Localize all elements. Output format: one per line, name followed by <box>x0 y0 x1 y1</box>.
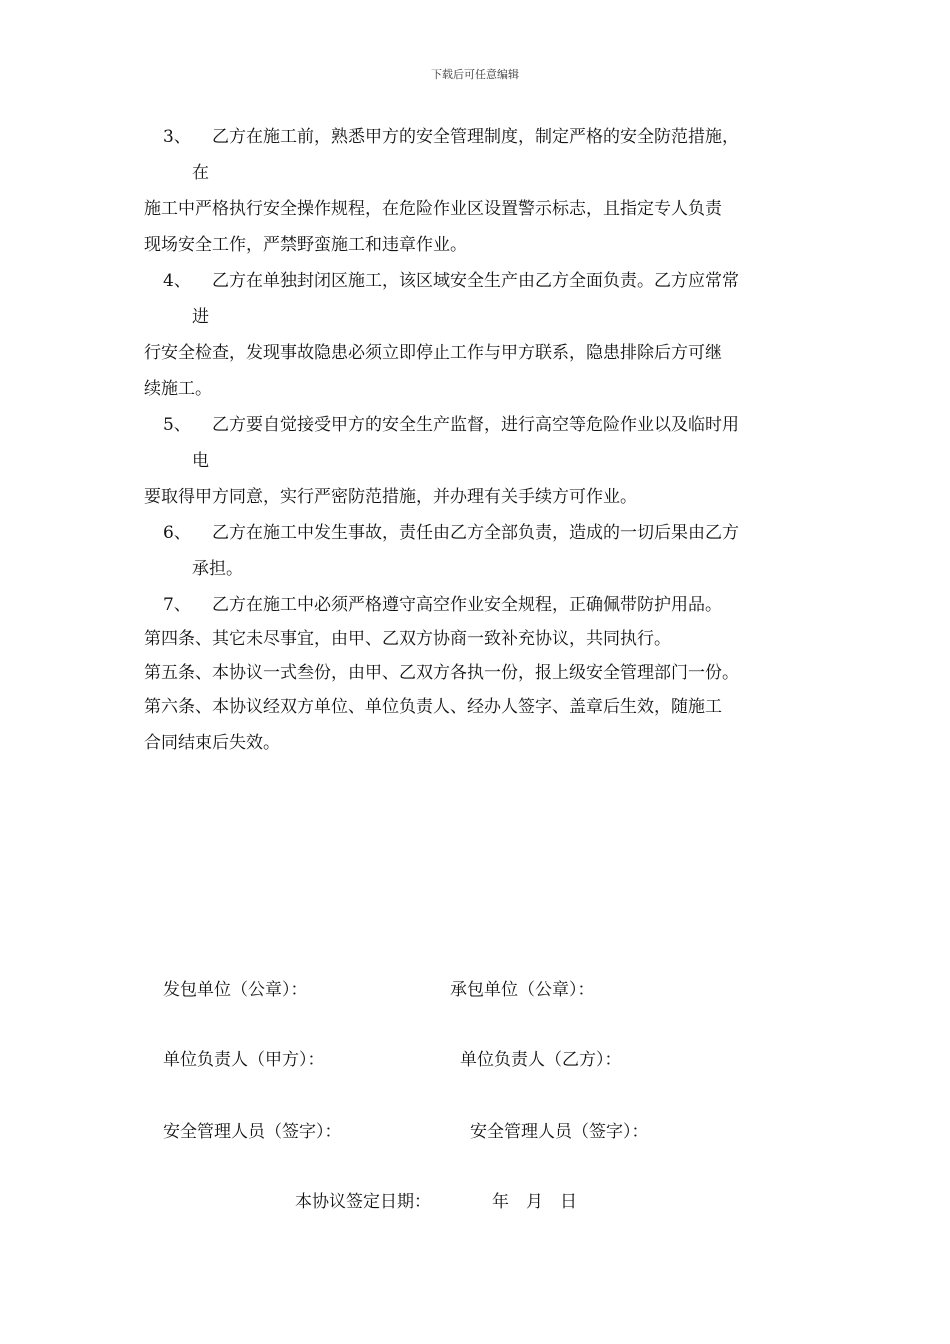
page-header: 下载后可任意编辑 <box>431 68 519 81</box>
item-5-number: 5、 <box>163 415 191 435</box>
item-6-first-line: 乙方在施工中发生事故，责任由乙方全部负责，造成的一切后果由乙方 <box>212 523 739 543</box>
item-3-first-line: 乙方在施工前，熟悉甲方的安全管理制度，制定严格的安全防范措施， <box>212 127 739 147</box>
item-4-line-4: 续施工。 <box>144 379 212 399</box>
signing-date-label: 本协议签定日期： <box>295 1192 431 1212</box>
item-5-first-line: 乙方要自觉接受甲方的安全生产监督，进行高空等危险作业以及临时用 <box>212 415 739 435</box>
item-3-line-3: 施工中严格执行安全操作规程，在危险作业区设置警示标志，且指定专人负责 <box>144 199 722 219</box>
item-4-number: 4、 <box>163 271 191 291</box>
article-4: 第四条、其它未尽事宜，由甲、乙双方协商一致补充协议，共同执行。 <box>144 629 671 649</box>
article-6-continued: 合同结束后失效。 <box>144 733 280 753</box>
item-3-wrap-line: 在 <box>192 163 209 183</box>
date-month: 月 <box>526 1192 543 1212</box>
item-4-first-line: 乙方在单独封闭区施工，该区域安全生产由乙方全面负责。乙方应常常 <box>212 271 739 291</box>
item-5-wrap-line: 电 <box>192 451 209 471</box>
item-3-line-4: 现场安全工作，严禁野蛮施工和违章作业。 <box>144 235 467 255</box>
party-b-unit-label: 承包单位（公章）： <box>450 980 595 1000</box>
party-b-safety-label: 安全管理人员（签字）： <box>470 1122 649 1142</box>
item-4-line-3: 行安全检查，发现事故隐患必须立即停止工作与甲方联系，隐患排除后方可继 <box>144 343 722 363</box>
item-7-number: 7、 <box>163 595 191 615</box>
item-6-number: 6、 <box>163 523 191 543</box>
article-5: 第五条、本协议一式叁份，由甲、乙双方各执一份，报上级安全管理部门一份。 <box>144 663 739 683</box>
item-4-wrap-line: 进 <box>192 307 209 327</box>
article-6: 第六条、本协议经双方单位、单位负责人、经办人签字、盖章后生效，随施工 <box>144 697 722 717</box>
item-6-wrap-line: 承担。 <box>192 559 243 579</box>
party-b-leader-label: 单位负责人（乙方）： <box>460 1050 622 1070</box>
item-7-first-line: 乙方在施工中必须严格遵守高空作业安全规程，正确佩带防护用品。 <box>212 595 722 615</box>
item-3-number: 3、 <box>163 127 191 147</box>
date-year: 年 <box>492 1192 509 1212</box>
date-day: 日 <box>560 1192 577 1212</box>
item-5-line-3: 要取得甲方同意，实行严密防范措施，并办理有关手续方可作业。 <box>144 487 637 507</box>
party-a-unit-label: 发包单位（公章）： <box>163 980 308 1000</box>
party-a-safety-label: 安全管理人员（签字）： <box>163 1122 342 1142</box>
party-a-leader-label: 单位负责人（甲方）： <box>163 1050 325 1070</box>
